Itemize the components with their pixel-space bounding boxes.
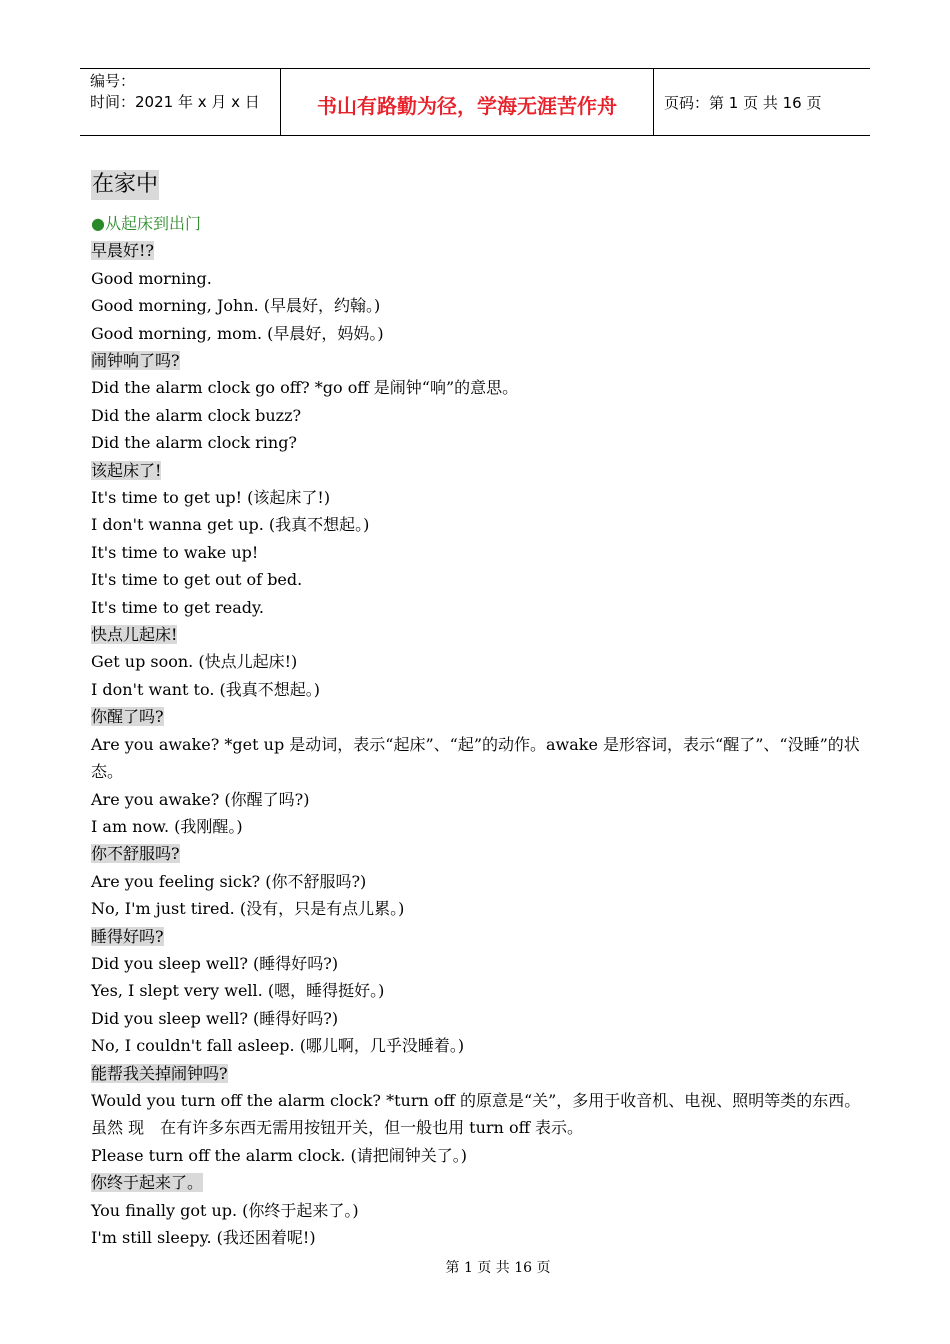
phrase-heading bbox=[91, 1169, 861, 1196]
section-title: 在家中 bbox=[91, 170, 159, 200]
phrase-line bbox=[91, 539, 861, 566]
phrase-line bbox=[91, 1087, 861, 1142]
phrase-line-text: No, I couldn't fall asleep. (哪儿啊，几乎没睡着。) bbox=[91, 1036, 465, 1056]
phrase-line bbox=[91, 511, 861, 538]
phrase-line bbox=[91, 977, 861, 1004]
phrase-line-text: It's time to get out of bed. bbox=[91, 570, 303, 590]
phrase-line-text: Good morning. bbox=[91, 268, 212, 288]
phrase-line bbox=[91, 320, 861, 347]
phrase-line-text: Did the alarm clock buzz? bbox=[91, 405, 302, 425]
phrase-line bbox=[91, 676, 861, 703]
phrase-heading bbox=[91, 703, 861, 730]
phrase-heading-text: 快点儿起床! bbox=[91, 625, 178, 645]
phrase-line bbox=[91, 484, 861, 511]
phrase-heading bbox=[91, 1060, 861, 1087]
document-body bbox=[91, 170, 861, 1251]
header-page-number: 页码：第 1 页 共 16 页 bbox=[664, 93, 822, 112]
phrase-line-text: Good morning, mom. (早晨好，妈妈。) bbox=[91, 323, 384, 343]
phrase-line bbox=[91, 1224, 861, 1251]
phrase-heading-text: 闹钟响了吗? bbox=[91, 351, 180, 371]
phrase-heading-text: 你不舒服吗? bbox=[91, 844, 180, 864]
phrase-heading-text: 睡得好吗? bbox=[91, 926, 164, 946]
phrase-line-text: I don't want to. (我真不想起。) bbox=[91, 679, 320, 699]
phrase-line bbox=[91, 1032, 861, 1059]
phrase-line bbox=[91, 950, 861, 977]
phrase-line-text: Did you sleep well? (睡得好吗?) bbox=[91, 1008, 339, 1028]
phrase-line bbox=[91, 648, 861, 675]
phrase-line bbox=[91, 429, 861, 456]
phrase-line bbox=[91, 786, 861, 813]
phrase-line bbox=[91, 402, 861, 429]
phrase-line-text: Did the alarm clock ring? bbox=[91, 433, 298, 453]
phrase-line bbox=[91, 1142, 861, 1169]
phrase-line-text: Get up soon. (快点儿起床!) bbox=[91, 652, 298, 672]
phrase-line-text: It's time to get up! (该起床了!) bbox=[91, 488, 331, 508]
phrase-line bbox=[91, 1005, 861, 1032]
phrase-heading bbox=[91, 923, 861, 950]
phrase-heading-text: 能帮我关掉闹钟吗? bbox=[91, 1063, 228, 1083]
phrase-heading bbox=[91, 621, 861, 648]
phrase-line-text: Please turn off the alarm clock. (请把闹钟关了。) bbox=[91, 1145, 467, 1165]
phrase-heading bbox=[91, 840, 861, 867]
phrase-heading-text: 你醒了吗? bbox=[91, 707, 164, 727]
phrase-heading-text: 该起床了! bbox=[91, 460, 162, 480]
page-header bbox=[80, 68, 870, 136]
phrase-line-text: It's time to get ready. bbox=[91, 597, 264, 617]
phrase-line bbox=[91, 895, 861, 922]
header-motto: 书山有路勤为径，学海无涯苦作舟 bbox=[281, 69, 654, 135]
phrase-line-text: Are you awake? *get up 是动词，表示“起床”、“起”的动作。awake 是形容词，表示“醒了”、“没睡”的状态。 bbox=[91, 734, 860, 782]
phrase-line bbox=[91, 731, 861, 786]
phrase-line-text: Yes, I slept very well. (嗯，睡得挺好。) bbox=[91, 981, 385, 1001]
page-footer: 第 1 页 共 16 页 bbox=[445, 1260, 551, 1276]
phrase-line bbox=[91, 292, 861, 319]
phrase-line bbox=[91, 374, 861, 401]
phrase-line-text: It's time to wake up! bbox=[91, 542, 259, 562]
dialogue-lines bbox=[91, 237, 861, 1251]
phrase-line-text: Are you awake? (你醒了吗?) bbox=[91, 789, 310, 809]
phrase-line-text: I don't wanna get up. (我真不想起。) bbox=[91, 515, 370, 535]
phrase-heading bbox=[91, 457, 861, 484]
document-number-label: 编号： bbox=[90, 72, 136, 90]
subsection-title: ●从起床到出门 bbox=[91, 214, 201, 233]
phrase-line-text: Would you turn off the alarm clock? *turn off 的原意是“关”，多用于收音机、电视、照明等类的东西。虽然 现 在有许多东西无需用按钮开关，但一般也用 turn off 表示。 bbox=[91, 1090, 861, 1138]
phrase-line bbox=[91, 813, 861, 840]
phrase-line bbox=[91, 566, 861, 593]
phrase-line-text: I'm still sleepy. (我还困着呢!) bbox=[91, 1228, 316, 1248]
phrase-line-text: Are you feeling sick? (你不舒服吗?) bbox=[91, 871, 367, 891]
phrase-heading-text: 你终于起来了。 bbox=[91, 1173, 204, 1193]
phrase-line-text: You finally got up. (你终于起来了。) bbox=[91, 1200, 359, 1220]
phrase-line-text: Did you sleep well? (睡得好吗?) bbox=[91, 953, 339, 973]
phrase-line bbox=[91, 265, 861, 292]
phrase-line-text: Did the alarm clock go off? *go off 是闹钟“响”的意思。 bbox=[91, 378, 519, 398]
phrase-line-text: Good morning, John. (早晨好，约翰。) bbox=[91, 296, 381, 316]
phrase-heading-text: 早晨好!? bbox=[91, 241, 155, 261]
phrase-line bbox=[91, 868, 861, 895]
phrase-line-text: No, I'm just tired. (没有，只是有点儿累。) bbox=[91, 899, 405, 919]
header-meta bbox=[80, 69, 281, 135]
phrase-heading bbox=[91, 237, 861, 264]
phrase-line bbox=[91, 1197, 861, 1224]
phrase-line-text: I am now. (我刚醒。) bbox=[91, 816, 243, 836]
phrase-line bbox=[91, 594, 861, 621]
document-time-label: 时间：2021 年 x 月 x 日 bbox=[90, 93, 260, 111]
phrase-heading bbox=[91, 347, 861, 374]
